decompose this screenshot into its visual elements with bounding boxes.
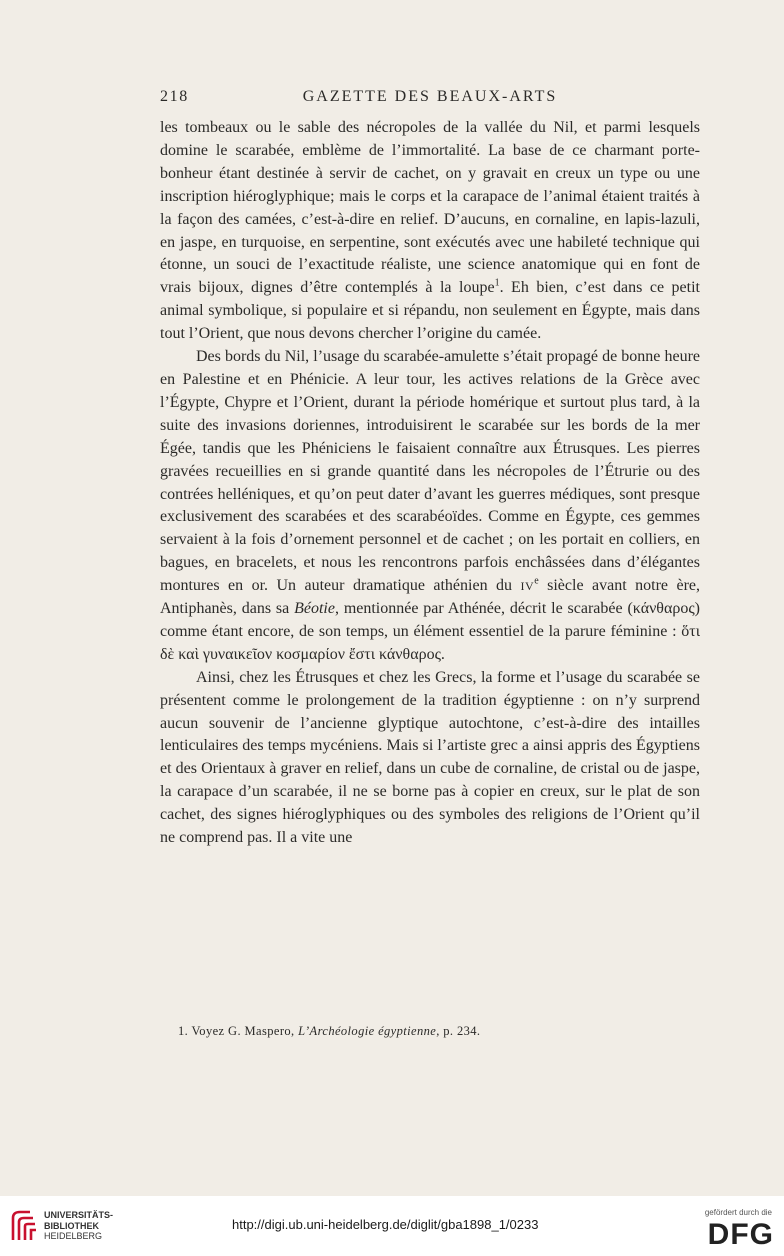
footnote-ref[interactable]: 1 xyxy=(494,278,500,290)
work-title: Béotie xyxy=(294,600,335,618)
page-number: 218 xyxy=(160,88,189,105)
dfg-logo-icon: DFG xyxy=(707,1218,774,1251)
paragraph-3: Ainsi, chez les Étrusques et chez les Grecs, la forme et l’usage du scarabée se présentent comme le prolongement de la tradition égyptienne : on n’y surprend aucun souvenir de l’ancienne glyptique autochtone, c’est-à-dire des intailles lenticulaires des temps mycéniens. Mais si l’artiste grec a ainsi appris des Égyptiens et des Orientaux à graver en relief, dans un cube de cornaline, de cristal ou de jaspe, la carapace d’un scarabée, il ne se borne pas à copier en creux, sur le plat de son cachet, des signes hiéroglyphiques ou des symboles des religions de l’Orient qu’il ne comprend pas. Il a vite une xyxy=(160,668,700,847)
library-logo-icon xyxy=(8,1208,38,1244)
source-url-link[interactable]: http://digi.ub.uni-heidelberg.de/diglit/gba1898_1/0233 xyxy=(232,1217,539,1232)
footnote: 1. Voyez G. Maspero, L’Archéologie égyptienne, p. 234. xyxy=(178,1024,481,1038)
digitization-footer xyxy=(0,1196,784,1256)
funding-caption: gefördert durch die xyxy=(704,1208,772,1217)
library-name: UNIVERSITÄTS- BIBLIOTHEK HEIDELBERG xyxy=(44,1210,114,1241)
running-head xyxy=(160,88,700,110)
paragraph-1: les tombeaux ou le sable des nécropoles de la vallée du Nil, et parmi lesquels domine le scarabée, emblème de l’immortalité. La base de ce charmant porte-bonheur étant destinée à servir de cachet, on y gravait en creux un type ou une inscription hiéroglyphique; mais le corps et la carapace de l’animal étaient traités à la façon des camées, c’est-à-dire en relief. D’aucuns, en cornaline, en lapis-lazuli, en jaspe, en turquoise, en serpentine, sont exécutés avec une habileté technique qui étonne, un souci de l’exactitude réaliste, une science anatomique qui en font de vrais bijoux, dignes d’être contemplés à la loupe$^1$. Eh bien, c’est dans ce petit animal symbolique, si populaire et si répandu, non seulement en Égypte, mais dans tout l’Orient, que nous devons chercher l’origine du camée. xyxy=(160,119,700,343)
journal-title: GAZETTE DES BEAUX-ARTS xyxy=(302,88,558,105)
body-text xyxy=(160,117,700,850)
paragraph-2: Des bords du Nil, l’usage du scarabée-amulette s’était propagé de bonne heure en Palestine et en Phénicie. A leur tour, les actives relations de la Grèce avec l’Égypte, Chypre et l’Orient, durant la période homérique et surtout plus tard, à la suite des invasions doriennes, introduisirent le scarabée sur les bords de la mer Égée, tandis que les Phéniciens le faisaient connaître aux Étrusques. Les pierres gravées recueillies en si grande quantité dans les nécropoles de l’Étrurie ou des contrées helléniques, et qu’on peut dater d’avant les guerres médiques, sont presque exclusivement des scarabées et des scarabéoïdes. Comme en Égypte, ces gemmes servaient à la fois d’ornement personnel et de cachet ; on les portait en colliers, en bagues, en bracelets, et nous les rencontrons parfois enchâssées dans d’élégantes montures en or. Un auteur dramatique athénien du IVe siècle avant notre ère, Antiphanès, dans sa Béotie, mentionnée par Athénée, décrit le scarabée (κάνθαρος) comme étant encore, de son temps, un élément essentiel de la parure féminine : ὅτι δὲ καὶ γυναικεῖον κοσμαρίον ἔστι κάνθαρος. xyxy=(160,348,701,663)
century-numeral: IV xyxy=(520,579,535,594)
